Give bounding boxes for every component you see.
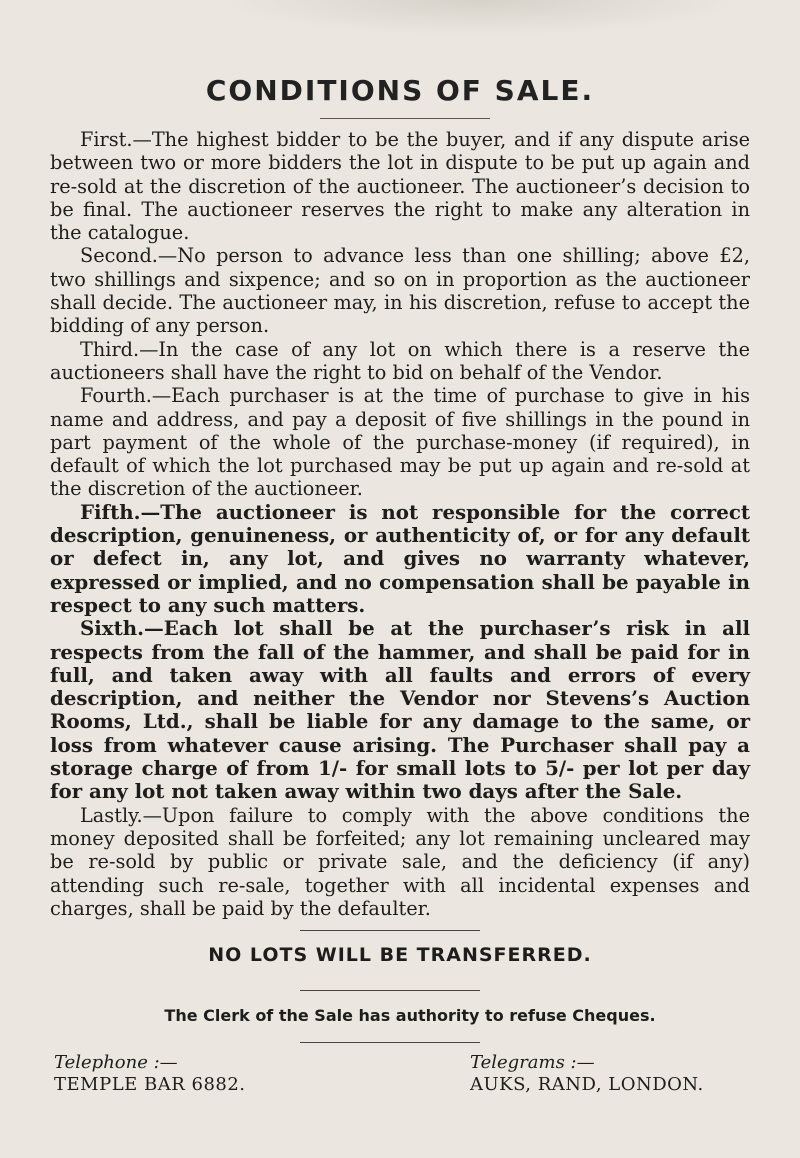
condition-fourth: Fourth.—Each purchaser is at the time of purchase to give in his name and address, and pay a deposit of five shillings in the pound in part payment of the whole of the purchase-money (if required), in default of which the lot purchased may be put up again and re-sold at the discretion of the auctioneer. [50, 384, 750, 501]
condition-lastly: Lastly.—Upon failure to comply with the above conditions the money deposited shall be forfeited; any lot remaining uncleared may be re-sold by public or private sale, and the deficiency (if any) attending such re-sale, together with all incidental expenses and charges, shall be paid by the defaulter. [50, 803, 750, 920]
telegrams-address: AUKS, RAND, LONDON. [470, 1074, 704, 1095]
divider-rule [300, 1042, 480, 1043]
condition-third: Third.—In the case of any lot on which there is a reserve the auctioneers shall have the right to bid on behalf of the Vendor. [50, 337, 750, 384]
condition-second: Second.—No person to advance less than one shilling; above £2, two shillings and sixpence; and so on in proportion as the auctioneer shall decide. The auctioneer may, in his discretion, refuse to accept the bidding of any person. [50, 244, 750, 338]
condition-first: First.—The highest bidder to be the buyer, and if any dispute arise between two or more bidders the lot in dispute to be put up again and re-sold at the discretion of the auctioneer. The auctioneer’s decision to be final. The auctioneer reserves the right to make any alteration in the catalogue. [50, 128, 750, 245]
condition-sixth: Sixth.—Each lot shall be at the purchaser’s risk in all respects from the fall of the hammer, and shall be paid for in full, and taken away with all faults and errors of every description, and neither the Vendor nor Stevens’s Auction Rooms, Ltd., shall be liable for any damage to the same, or loss from whatever cause arising. The Purchaser shall pay a storage charge of from 1/- for small lots to 5/- per lot per day for any lot not taken away within two days after the Sale. [50, 616, 750, 804]
telegrams-block [470, 1052, 800, 1096]
telegrams-label: Telegrams :— [470, 1052, 595, 1073]
paper-stain [220, 0, 740, 36]
title-underline [320, 118, 490, 119]
no-transfer-notice: NO LOTS WILL BE TRANSFERRED. [208, 944, 592, 966]
cheque-notice: The Clerk of the Sale has authority to refuse Cheques. [164, 1006, 656, 1025]
page-title: CONDITIONS OF SALE. [205, 74, 595, 107]
telephone-number: TEMPLE BAR 6882. [54, 1074, 246, 1095]
divider-rule [300, 930, 480, 931]
telephone-label: Telephone :— [54, 1052, 178, 1073]
condition-fifth: Fifth.—The auctioneer is not responsible for the correct description, genuineness, or authenticity of, or for any default or defect in, any lot, and gives no warranty whatever, expressed or implied, and no compensation shall be payable in respect to any such matters. [50, 499, 750, 617]
conditions-body [50, 128, 750, 920]
divider-rule [300, 990, 480, 991]
telephone-block [54, 1052, 394, 1096]
